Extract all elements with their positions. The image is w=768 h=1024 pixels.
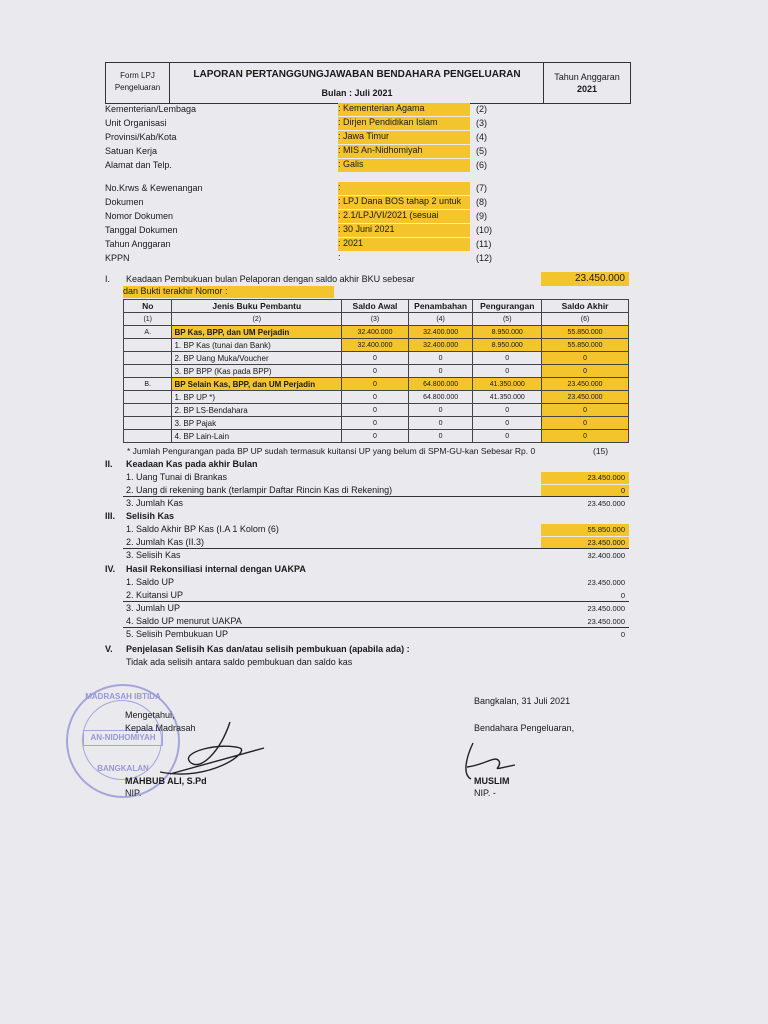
section2-title: Keadaan Kas pada akhir Bulan — [126, 459, 258, 469]
sign-left-line1: Mengetahui, — [125, 710, 175, 720]
section5-roman: V. — [105, 644, 113, 654]
section4-item-value: 0 — [620, 630, 625, 639]
table-cell-no — [124, 391, 172, 404]
identity-label: Unit Organisasi — [105, 118, 167, 128]
table-cell-name: 2. BP Uang Muka/Voucher — [172, 352, 342, 365]
section4-item-value: 23.450.000 — [587, 578, 625, 587]
identity-ref-number: (5) — [476, 146, 487, 156]
table-cell-name: BP Kas, BPP, dan UM Perjadin — [172, 326, 342, 339]
report-header — [105, 62, 631, 104]
stamp-bottom-text: BANGKALAN — [97, 764, 149, 773]
column-number: (6) — [542, 313, 629, 326]
table-cell-c4: 32.400.000 — [408, 326, 473, 339]
identity-label: Dokumen — [105, 197, 144, 207]
table-cell-c5: 41.350.000 — [473, 378, 542, 391]
identity-value: : 2.1/LPJ/VI/2021 (sesuai — [338, 210, 470, 223]
sign-right-line1: Bendahara Pengeluaran, — [474, 723, 575, 733]
identity-label: No.Krws & Kewenangan — [105, 183, 203, 193]
section4-item-label: 4. Saldo UP menurut UAKPA — [126, 616, 242, 626]
place-date: Bangkalan, 31 Juli 2021 — [474, 696, 571, 706]
table-cell-no: A. — [124, 326, 172, 339]
table-cell-name: 4. BP Lain-Lain — [172, 430, 342, 443]
table-cell-c6: 0 — [542, 404, 629, 417]
identity-ref-number: (2) — [476, 104, 487, 114]
section4-roman: IV. — [105, 564, 116, 574]
column-header: Penambahan — [408, 300, 473, 313]
section5-text: Tidak ada selisih antara saldo pembukuan dan saldo kas — [126, 657, 353, 667]
table-cell-c4: 0 — [408, 404, 473, 417]
section4-title: Hasil Rekonsiliasi internal dengan UAKPA — [126, 564, 306, 574]
table-cell-c3: 0 — [342, 417, 409, 430]
identity-label: Provinsi/Kab/Kota — [105, 132, 177, 142]
table-cell-c4: 32.400.000 — [408, 339, 473, 352]
section2-item-value: 0 — [541, 485, 629, 497]
section2-item-value: 23.450.000 — [541, 472, 629, 484]
table-cell-name: 2. BP LS-Bendahara — [172, 404, 342, 417]
table-row — [124, 339, 629, 352]
fiscal-year-label: Tahun Anggaran — [554, 72, 620, 82]
sign-right-name: MUSLIM — [474, 776, 510, 786]
table-cell-name: BP Selain Kas, BPP, dan UM Perjadin — [172, 378, 342, 391]
table-row — [124, 417, 629, 430]
section3-item-value: 23.450.000 — [541, 537, 629, 549]
table-row — [124, 430, 629, 443]
identity-ref-number: (11) — [476, 239, 492, 249]
table-cell-no — [124, 417, 172, 430]
column-header: Pengurangan — [473, 300, 542, 313]
report-title-cell — [171, 63, 543, 103]
table-cell-c5: 41.350.000 — [473, 391, 542, 404]
identity-value: : Jawa Timur — [338, 131, 470, 144]
section4-item-value: 23.450.000 — [587, 617, 625, 626]
identity-ref-number: (7) — [476, 183, 487, 193]
section4-item-value: 0 — [620, 591, 625, 600]
identity-label: Tahun Anggaran — [105, 239, 171, 249]
section2-item-label: 3. Jumlah Kas — [126, 498, 184, 508]
fiscal-year-value: 2021 — [576, 84, 598, 94]
form-label — [106, 63, 170, 103]
section4-item-label: 3. Jumlah UP — [126, 603, 181, 613]
table-cell-no — [124, 339, 172, 352]
section1-text: Keadaan Pembukuan bulan Pelaporan dengan saldo akhir BKU sebesar — [126, 274, 415, 284]
identity-ref-number: (4) — [476, 132, 487, 142]
table-cell-c4: 0 — [408, 352, 473, 365]
section3-item-value: 32.400.000 — [587, 551, 625, 560]
section1-roman: I. — [105, 274, 111, 284]
table-cell-c5: 0 — [473, 365, 542, 378]
form-label-line2: Pengeluaran — [114, 83, 161, 92]
table-cell-c5: 8.950.000 — [473, 339, 542, 352]
identity-label: Kementerian/Lembaga — [105, 104, 197, 114]
section4-item-label: 2. Kuitansi UP — [126, 590, 184, 600]
identity-ref-number: (8) — [476, 197, 487, 207]
section3-item-value: 55.850.000 — [541, 524, 629, 536]
identity-value: : — [338, 182, 470, 195]
section3-item-label: 1. Saldo Akhir BP Kas (I.A 1 Kolom (6) — [126, 524, 279, 534]
table-cell-no: B. — [124, 378, 172, 391]
section2-item-label: 2. Uang di rekening bank (terlampir Daftar Rincin Kas di Rekening) — [126, 485, 393, 495]
section3-item-label: 3. Selisih Kas — [126, 550, 181, 560]
column-number: (5) — [473, 313, 542, 326]
report-month: Bulan : Juli 2021 — [321, 88, 393, 98]
table-cell-name: 1. BP Kas (tunai dan Bank) — [172, 339, 342, 352]
sign-left-line2: Kepala Madrasah — [125, 723, 196, 733]
identity-ref-number: (6) — [476, 160, 487, 170]
table-cell-no — [124, 430, 172, 443]
table-row — [124, 326, 629, 339]
bp-table — [123, 299, 629, 443]
table-row — [124, 352, 629, 365]
table-row — [124, 365, 629, 378]
identity-value: : — [338, 252, 341, 262]
table-cell-c4: 0 — [408, 365, 473, 378]
table-cell-name: 3. BP Pajak — [172, 417, 342, 430]
section3-item-label: 2. Jumlah Kas (II.3) — [126, 537, 205, 547]
table-cell-c3: 0 — [342, 430, 409, 443]
table-cell-c3: 0 — [342, 365, 409, 378]
table-cell-c6: 55.850.000 — [542, 326, 629, 339]
table-cell-c5: 8.950.000 — [473, 326, 542, 339]
identity-value: : Kementerian Agama — [338, 103, 470, 116]
table-row — [124, 378, 629, 391]
table-footnote: * Jumlah Pengurangan pada BP UP sudah termasuk kuitansi UP yang belum di SPM-GU-kan Sebesar Rp. 0 — [127, 446, 536, 456]
table-cell-c4: 64.800.000 — [408, 378, 473, 391]
section4-item-label: 5. Selisih Pembukuan UP — [126, 629, 229, 639]
table-row — [124, 391, 629, 404]
table-row — [124, 404, 629, 417]
table-subheader-row — [124, 313, 629, 326]
sign-left-nip: NIP. — [125, 788, 142, 798]
table-cell-c4: 0 — [408, 417, 473, 430]
identity-value: : LPJ Dana BOS tahap 2 untuk — [338, 196, 470, 209]
table-cell-c4: 0 — [408, 430, 473, 443]
table-cell-c3: 0 — [342, 404, 409, 417]
section4-rule-2 — [123, 627, 629, 628]
table-cell-c3: 32.400.000 — [342, 326, 409, 339]
table-cell-no — [124, 365, 172, 378]
identity-ref-number: (3) — [476, 118, 487, 128]
table-cell-c6: 0 — [542, 417, 629, 430]
identity-ref-number: (10) — [476, 225, 493, 235]
column-header: Saldo Akhir — [542, 300, 629, 313]
table-footnote-num: (15) — [593, 446, 609, 456]
section2-item-value: 23.450.000 — [587, 499, 625, 508]
section1-text2: dan Bukti terakhir Nomor : — [123, 286, 334, 298]
column-header: No — [124, 300, 172, 313]
table-header-row — [124, 300, 629, 313]
identity-label: Nomor Dokumen — [105, 211, 174, 221]
identity-label: Satuan Kerja — [105, 146, 158, 156]
section5-title: Penjelasan Selisih Kas dan/atau selisih pembukuan (apabila ada) : — [126, 644, 410, 654]
table-cell-c6: 55.850.000 — [542, 339, 629, 352]
stamp-name-box: AN-NIDHOMIYAH — [83, 730, 163, 746]
section4-item-label: 1. Saldo UP — [126, 577, 175, 587]
identity-ref-number: (9) — [476, 211, 487, 221]
column-header: Saldo Awal — [342, 300, 409, 313]
identity-ref-number: (12) — [476, 253, 493, 263]
fiscal-year-cell — [543, 63, 630, 103]
section2-item-label: 1. Uang Tunai di Brankas — [126, 472, 228, 482]
section3-title: Selisih Kas — [126, 511, 175, 521]
table-cell-name: 1. BP UP *) — [172, 391, 342, 404]
identity-value: : 2021 — [338, 238, 470, 251]
table-cell-c3: 0 — [342, 352, 409, 365]
column-number: (2) — [172, 313, 342, 326]
table-cell-c4: 64.800.000 — [408, 391, 473, 404]
table-cell-c3: 0 — [342, 378, 409, 391]
section4-rule-1 — [123, 601, 629, 602]
table-cell-c5: 0 — [473, 417, 542, 430]
table-cell-no — [124, 404, 172, 417]
column-number: (4) — [408, 313, 473, 326]
report-title: LAPORAN PERTANGGUNGJAWABAN BENDAHARA PENGELUARAN — [193, 69, 521, 80]
stamp-top-text: MADRASAH IBTIDA — [85, 692, 161, 701]
table-cell-c5: 0 — [473, 404, 542, 417]
table-cell-c5: 0 — [473, 430, 542, 443]
table-cell-c6: 0 — [542, 365, 629, 378]
table-cell-c6: 0 — [542, 352, 629, 365]
sign-left-name: MAHBUB ALI, S.Pd — [125, 776, 207, 786]
identity-label: Alamat dan Telp. — [105, 160, 172, 170]
sign-right-nip: NIP. - — [474, 788, 496, 798]
table-cell-c3: 0 — [342, 391, 409, 404]
identity-value: : Dirjen Pendidikan Islam — [338, 117, 470, 130]
table-cell-c5: 0 — [473, 352, 542, 365]
section1-amount: 23.450.000 — [541, 272, 629, 286]
section3-roman: III. — [105, 511, 116, 521]
column-header: Jenis Buku Pembantu — [172, 300, 342, 313]
table-cell-c3: 32.400.000 — [342, 339, 409, 352]
table-cell-no — [124, 352, 172, 365]
identity-value: : MIS An-Nidhomiyah — [338, 145, 470, 158]
column-number: (1) — [124, 313, 172, 326]
identity-label: KPPN — [105, 253, 130, 263]
section2-roman: II. — [105, 459, 113, 469]
identity-value: : 30 Juni 2021 — [338, 224, 470, 237]
form-label-line1: Form LPJ — [120, 71, 155, 80]
column-number: (3) — [342, 313, 409, 326]
table-cell-c6: 0 — [542, 430, 629, 443]
identity-value: : Galis — [338, 159, 470, 172]
section2-total-rule — [123, 496, 629, 497]
table-cell-name: 3. BP BPP (Kas pada BPP) — [172, 365, 342, 378]
identity-label: Tanggal Dokumen — [105, 225, 178, 235]
table-cell-c6: 23.450.000 — [542, 378, 629, 391]
table-cell-c6: 23.450.000 — [542, 391, 629, 404]
section4-item-value: 23.450.000 — [587, 604, 625, 613]
section3-total-rule — [123, 548, 629, 549]
